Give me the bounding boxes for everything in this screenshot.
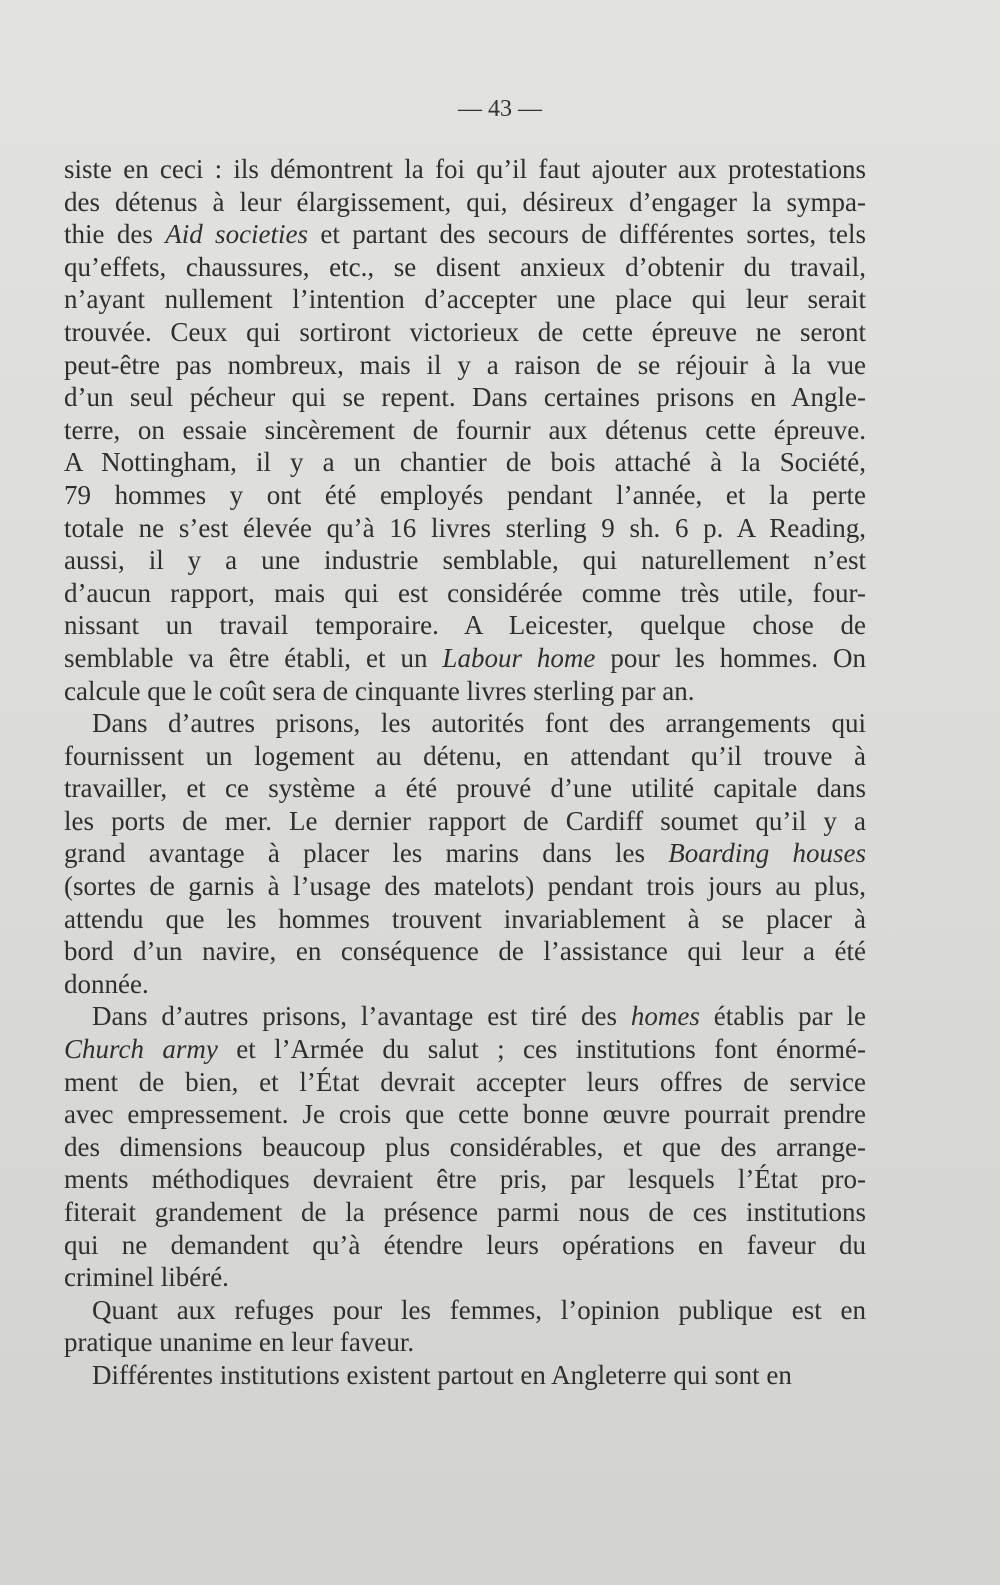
text-line: Church army et l’Armée du salut ; ces institutions font énormé- (64, 1034, 866, 1065)
text-line: criminel libéré. (64, 1262, 229, 1293)
text-line: fiterait grandement de la présence parmi nous de ces institutions (64, 1197, 866, 1227)
text-line: les ports de mer. Le dernier rapport de Cardiff soumet qu’il y a (64, 805, 866, 836)
text-line: (sortes de garnis à l’usage des matelots) pendant trois jours au plus, (64, 871, 866, 902)
text-line: pratique unanime en leur faveur. (64, 1327, 415, 1358)
text-line: siste en ceci : ils démontrent la foi qu’il faut ajouter aux protestations (64, 154, 866, 184)
text-line: Différentes institutions existent partout en Angleterre qui sont en (92, 1359, 792, 1390)
text-line: qu’effets, chaussures, etc., se disent anxieux d’obtenir du travail, (64, 251, 866, 282)
text-line: terre, on essaie sincèrement de fournir aux détenus cette épreuve. (64, 414, 866, 445)
text-line: Dans d’autres prisons, les autorités font des arrangements qui (92, 708, 866, 739)
text-line: attendu que les hommes trouvent invariablement à se placer à (64, 903, 866, 934)
text-line: aussi, il y a une industrie semblable, qui naturellement n’est (64, 545, 866, 576)
text-line: des détenus à leur élargissement, qui, désireux d’engager la sympa- (64, 186, 866, 217)
text-line: fournissent un logement au détenu, en attendant qu’il trouve à (64, 740, 866, 771)
text-line: n’ayant nullement l’intention d’accepter une place qui leur serait (64, 284, 866, 315)
text-line: bord d’un navire, en conséquence de l’assistance qui leur a été (64, 936, 866, 967)
italic-term: Church army (64, 1034, 218, 1065)
text-line: thie des Aid societies et partant des secours de différentes sortes, tels (64, 219, 866, 250)
page-number: — 43 — (458, 96, 542, 122)
italic-term: homes (630, 1001, 700, 1032)
text-line: Quant aux refuges pour les femmes, l’opinion publique est en (92, 1294, 866, 1325)
text-line: qui ne demandent qu’à étendre leurs opérations en faveur du (64, 1229, 866, 1260)
text-line: totale ne s’est élevée qu’à 16 livres sterling 9 sh. 6 p. A Reading, (64, 512, 866, 543)
text-line: peut-être pas nombreux, mais il y a raison de se réjouir à la vue (64, 349, 866, 380)
text-line: A Nottingham, il y a un chantier de bois attaché à la Société, (64, 447, 866, 478)
italic-term: Boarding houses (668, 838, 866, 869)
italic-term: Labour home (442, 642, 596, 673)
text-line: grand avantage à placer les marins dans les Boarding houses (64, 838, 866, 869)
text-line: ment de bien, et l’État devrait accepter leurs offres de service (64, 1066, 866, 1097)
text-line: avec empressement. Je crois que cette bonne œuvre pourrait prendre (64, 1099, 866, 1130)
body-text (64, 153, 866, 1392)
text-line: d’un seul pécheur qui se repent. Dans certaines prisons en Angle- (64, 382, 866, 413)
text-line: Dans d’autres prisons, l’avantage est tiré des homes établis par le (92, 1001, 866, 1032)
text-line: donnée. (64, 968, 149, 999)
text-line: semblable va être établi, et un Labour home pour les hommes. On (64, 642, 866, 673)
italic-term: Aid societies (165, 219, 309, 250)
text-line: trouvée. Ceux qui sortiront victorieux de cette épreuve ne seront (64, 316, 866, 347)
text-line: 79 hommes y ont été employés pendant l’année, et la perte (64, 479, 866, 510)
text-line: des dimensions beaucoup plus considérables, et que des arrange- (64, 1131, 866, 1162)
text-line: nissant un travail temporaire. A Leicester, quelque chose de (64, 610, 866, 641)
text-line: d’aucun rapport, mais qui est considérée comme très utile, four- (64, 577, 866, 608)
text-line: calcule que le coût sera de cinquante livres sterling par an. (64, 675, 695, 706)
text-line: ments méthodiques devraient être pris, par lesquels l’État pro- (64, 1164, 866, 1195)
text-line: travailler, et ce système a été prouvé d’une utilité capitale dans (64, 773, 866, 804)
